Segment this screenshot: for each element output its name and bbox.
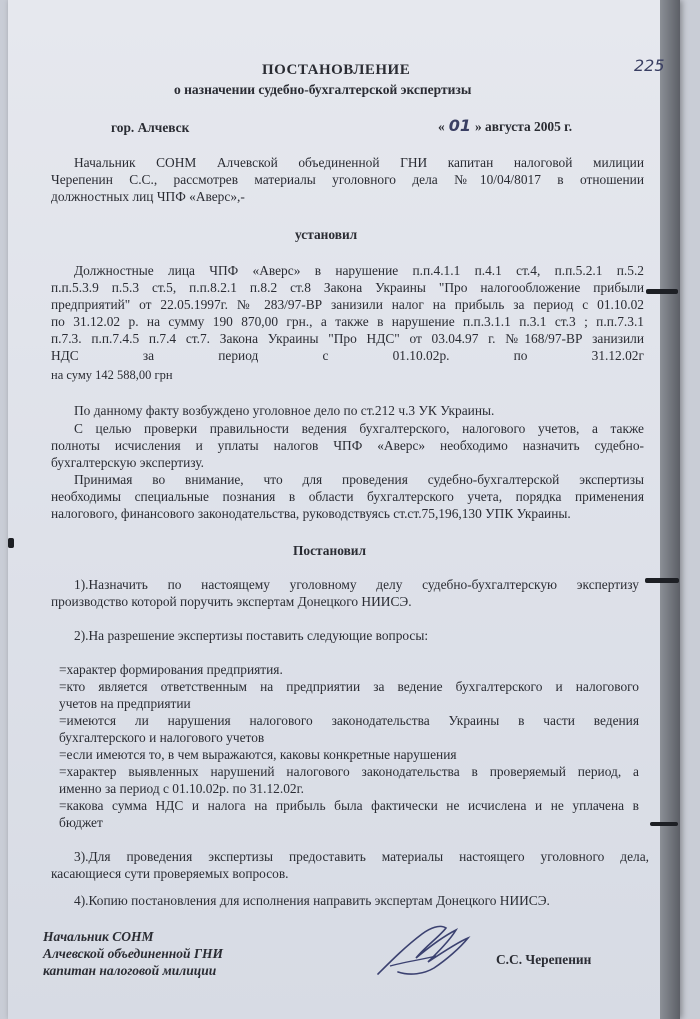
intro-line-1: Начальник СОНМ Алчевской объединенной ГНИ капитан налоговой милиции [74, 155, 644, 170]
question-3: =имеются ли нарушения налогового законодательства Украины в части ведения [59, 713, 639, 728]
question-4: =если имеются то, в чем выражаются, каковы конкретные нарушения [59, 747, 457, 762]
section-established: установил [295, 227, 358, 242]
question-5-cont: именно за период с 01.10.02р. по 31.12.02г. [59, 781, 304, 796]
page-edge [660, 0, 680, 1019]
case-opened: По данному факту возбуждено уголовное дело по ст.212 ч.3 УК Украины. [74, 403, 495, 418]
established-line-6: НДС за период с 01.10.02р. по 31.12.02г [51, 348, 644, 363]
established-line-2: п.п.5.3.9 п.5.3 ст.5, п.п.8.2.1 п.8.2 ст.8 Закона Украины "Про налогообложение прибыли [51, 280, 644, 295]
date-quote: « [438, 119, 445, 134]
signer-name: С.С. Черепенин [496, 952, 592, 967]
page-number: 225 [634, 56, 665, 75]
intro-line-3: должностных лиц ЧПФ «Аверс»,- [51, 189, 245, 204]
item2: 2).На разрешение экспертизы поставить следующие вопросы: [74, 628, 429, 643]
question-6-cont: бюджет [59, 815, 103, 830]
item4: 4).Копию постановления для исполнения направить экспертам Донецкого НИИСЭ. [74, 893, 550, 908]
established-line-5: п.7.3. п.п.7.4.5 п.7.4 ст.7. Закона Украины "Про НДС" от 03.04.97 г. №168/97-ВР занизили [51, 331, 644, 346]
handwritten-signature [370, 916, 480, 986]
date-day: 01 [448, 116, 471, 135]
established-line-4: по 31.12.02 р. на сумму 190 870,00 грн., а также в нарушение п.п.3.1.1 п.3.1 ст.3 ; п.п.7.3.1 [51, 314, 644, 329]
intro-line-2: Черепенин С.С., рассмотрев материалы уголовного дела №10/04/8017 в отношении [51, 172, 644, 187]
question-6: =какова сумма НДС и налога на прибыль была фактически не исчислена и не уплачена в [59, 798, 639, 813]
signer-position-3: капитан налоговой милиции [43, 963, 217, 978]
established-line-7: на суму 142 588,00 грн [51, 368, 173, 382]
section-resolved: Постановил [293, 543, 367, 558]
date-rest: » августа 2005 г. [474, 119, 573, 134]
item3-line-1: 3).Для проведения экспертизы предоставить материалы настоящего уголовного дела, [74, 849, 649, 864]
document-page [8, 0, 680, 1019]
question-1: =характер формирования предприятия. [59, 662, 283, 677]
question-3-cont: бухгалтерского и налогового учетов [59, 730, 265, 745]
city: гор. Алчевск [111, 120, 190, 135]
question-5: =характер выявленных нарушений налогового законодательства в проверяемый период, а [59, 764, 639, 779]
established-line-1: Должностные лица ЧПФ «Аверс» в нарушение п.п.4.1.1 п.4.1 ст.4, п.п.5.2.1 п.5.2 [74, 263, 644, 278]
document-date [438, 118, 572, 135]
signer-position-1: Начальник СОНМ [43, 929, 154, 944]
scan-mark [650, 822, 678, 826]
item1-line-1: 1).Назначить по настоящему уголовному делу судебно-бухгалтерскую экспертизу [74, 577, 639, 592]
considering-line-3: налогового, финансового законодательства, руководствуясь ст.ст.75,196,130 УПК Украины. [51, 506, 571, 521]
document-title: ПОСТАНОВЛЕНИЕ [262, 62, 411, 78]
item3-line-2: касающиеся сути проверяемых вопросов. [51, 866, 289, 881]
scan-mark [645, 578, 679, 583]
purpose-line-2: полноты исчисления и уплаты налогов ЧПФ «Аверс» необходимо назначить судебно- [51, 438, 644, 453]
document-subtitle: о назначении судебно-бухгалтерской экспертизы [174, 82, 472, 97]
established-line-3: предприятий" от 22.05.1997г. № 283/97-ВР занизили налог на прибыль за период с 01.10.02 [51, 297, 644, 312]
considering-line-2: необходимы специальные познания в области бухгалтерского учета, порядка применения [51, 489, 644, 504]
purpose-line-3: бухгалтерскую экспертизу. [51, 455, 204, 470]
signer-position-2: Алчевской объединенной ГНИ [43, 946, 224, 961]
considering-line-1: Принимая во внимание, что для проведения судебно-бухгалтерской экспертизы [74, 472, 644, 487]
scan-mark [8, 538, 14, 548]
scan-mark [646, 289, 678, 294]
purpose-line-1: С целью проверки правильности ведения бухгалтерского, налогового учетов, а также [74, 421, 644, 436]
item1-line-2: производство которой поручить экспертам Донецкого НИИСЭ. [51, 594, 412, 609]
question-2-cont: учетов на предприятии [59, 696, 191, 711]
question-2: =кто является ответственным на предприятии за ведение бухгалтерского и налогового [59, 679, 639, 694]
